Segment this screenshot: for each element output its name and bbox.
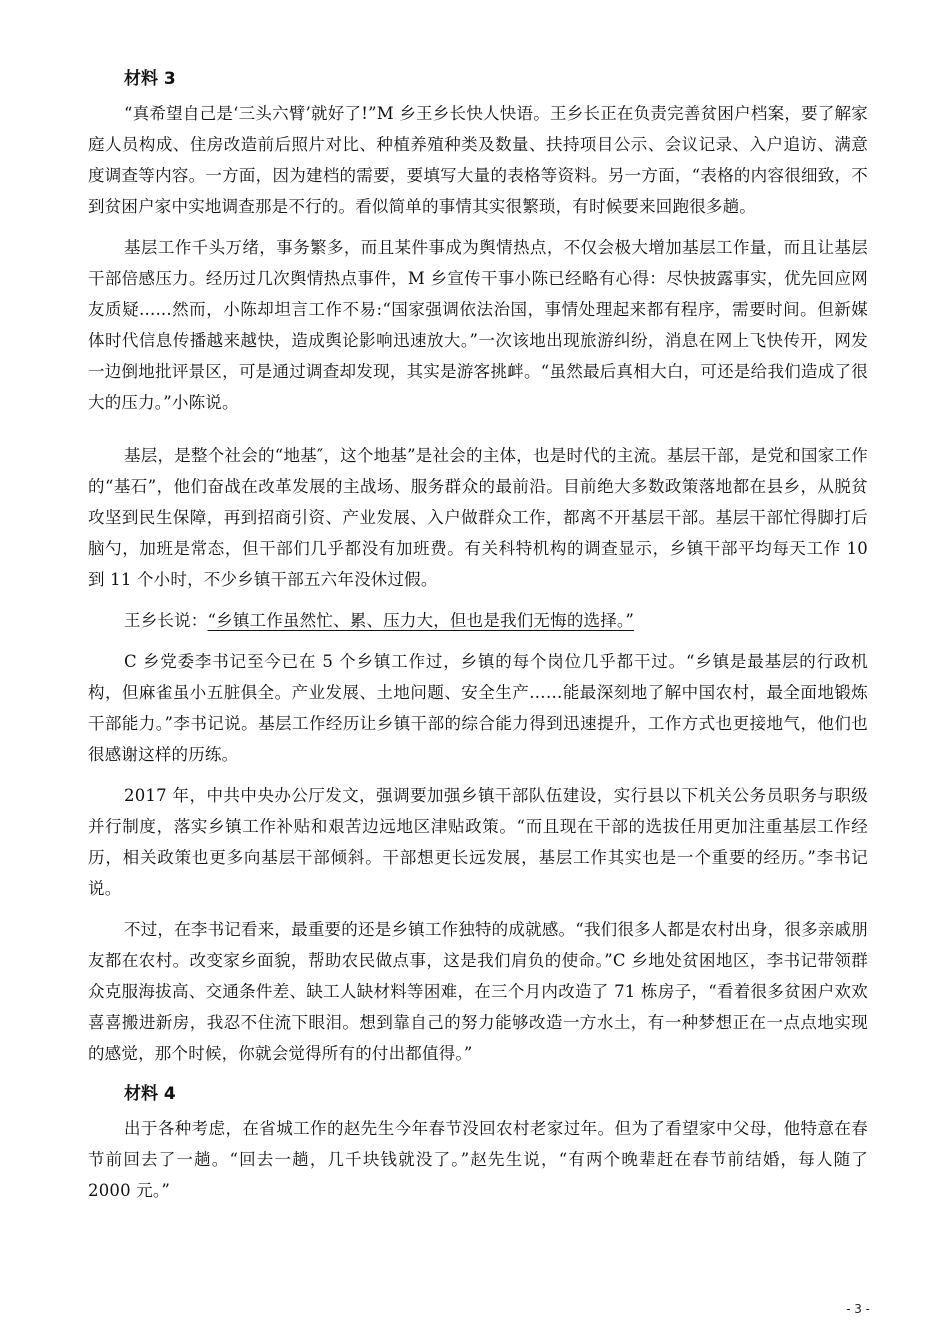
material-3-paragraph-6: 2017 年，中共中央办公厅发文，强调要加强乡镇干部队伍建设，实行县以下机关公务员职务与职级并行制度，落实乡镇工作补贴和艰苦边远地区津贴政策。“而且现在干部的选拔任用更加注重基层工作经历，相关政策也更多向基层干部倾斜。干部想更长远发展，基层工作其实也是一个重要的经历。”李书记说。 bbox=[88, 786, 868, 898]
material-3-paragraph-7: 不过，在李书记看来，最重要的还是乡镇工作独特的成就感。“我们很多人都是农村出身，很多亲戚朋友都在农村。改变家乡面貌，帮助农民做点事，这是我们肩负的使命。”C 乡地处贫困地区，李书记带领群众克服海拔高、交通条件差、缺工人缺材料等困难，在三个月内改造了 71 栋房子，“看着很多贫困户欢欢喜喜搬进新房，我忍不住流下眼泪。想到靠自己的努力能够改造一方水土，有一种梦想正在一点点地实现的感觉，那个时候，你就会觉得所有的付出都值得。” bbox=[88, 920, 868, 1063]
page-number: - 3 - bbox=[846, 1302, 870, 1316]
document-content bbox=[88, 64, 868, 1216]
underlined-quote: “乡镇工作虽然忙、累、压力大，但也是我们无悔的选择。” bbox=[207, 611, 635, 630]
material-3-heading: 材料 3 bbox=[124, 69, 176, 89]
material-3-paragraph-1: “真希望自己是‘三头六臂’就好了!”M 乡王乡长快人快语。王乡长正在负责完善贫困户档案，要了解家庭人员构成、住房改造前后照片对比、种植养殖种类及数量、扶持项目公示、会议记录、入户追访、满意度调查等内容。一方面，因为建档的需要，要填写大量的表格等资料。另一方面，“表格的内容很细致，不到贫困户家中实地调查那是不行的。看似简单的事情其实很繁琐，有时候要来回跑很多趟。 bbox=[88, 104, 868, 216]
material-3-paragraph-3: 基层，是整个社会的“地基″，这个地基”是社会的主体，也是时代的主流。基层干部，是党和国家工作的“基石”，他们奋战在改革发展的主战场、服务群众的最前沿。目前绝大多数政策落地都在县乡，从脱贫攻坚到民生保障，再到招商引资、产业发展、入户做群众工作，都离不开基层干部。基层干部忙得脚打后脑勺，加班是常态，但干部们几乎都没有加班费。有关科特机构的调查显示，乡镇干部平均每天工作 10 到 11 个小时，不少乡镇干部五六年没休过假。 bbox=[88, 446, 868, 589]
material-3-paragraph-5: C 乡党委李书记至今已在 5 个乡镇工作过，乡镇的每个岗位几乎都干过。“乡镇是最基层的行政机构，但麻雀虽小五脏俱全。产业发展、土地问题、安全生产……能最深刻地了解中国农村，最全面地锻炼干部能力。”李书记说。基层工作经历让乡镇干部的综合能力得到迅速提升，工作方式也更接地气，他们也很感谢这样的历练。 bbox=[88, 652, 868, 764]
material-3-paragraph-4 bbox=[88, 605, 868, 636]
material-4-paragraph-1: 出于各种考虑，在省城工作的赵先生今年春节没回农村老家过年。但为了看望家中父母，他特意在春节前回去了一趟。“回去一趟，几千块钱就没了。”赵先生说，“有两个晚辈赶在春节前结婚，每人随了 2000 元。” bbox=[88, 1119, 868, 1200]
quote-lead: 王乡长说： bbox=[124, 611, 208, 630]
material-3-paragraph-2: 基层工作千头万绪，事务繁多，而且某件事成为舆情热点，不仅会极大增加基层工作量，而且让基层干部倍感压力。经历过几次舆情热点事件，M 乡宣传干事小陈已经略有心得：尽快披露事实，优先回应网友质疑......然而，小陈却坦言工作不易:“国家强调依法治国，事情处理起来都有程序，需要时间。但新媒体时代信息传播越来越快，造成舆论影响迅速放大。”一次该地出现旅游纠纷，消息在网上飞快传开，网发一边倒地批评景区，可是通过调查却发现，其实是游客挑衅。“虽然最后真相大白，可还是给我们造成了很大的压力。”小陈说。 bbox=[88, 238, 868, 412]
material-4-heading: 材料 4 bbox=[124, 1084, 176, 1104]
